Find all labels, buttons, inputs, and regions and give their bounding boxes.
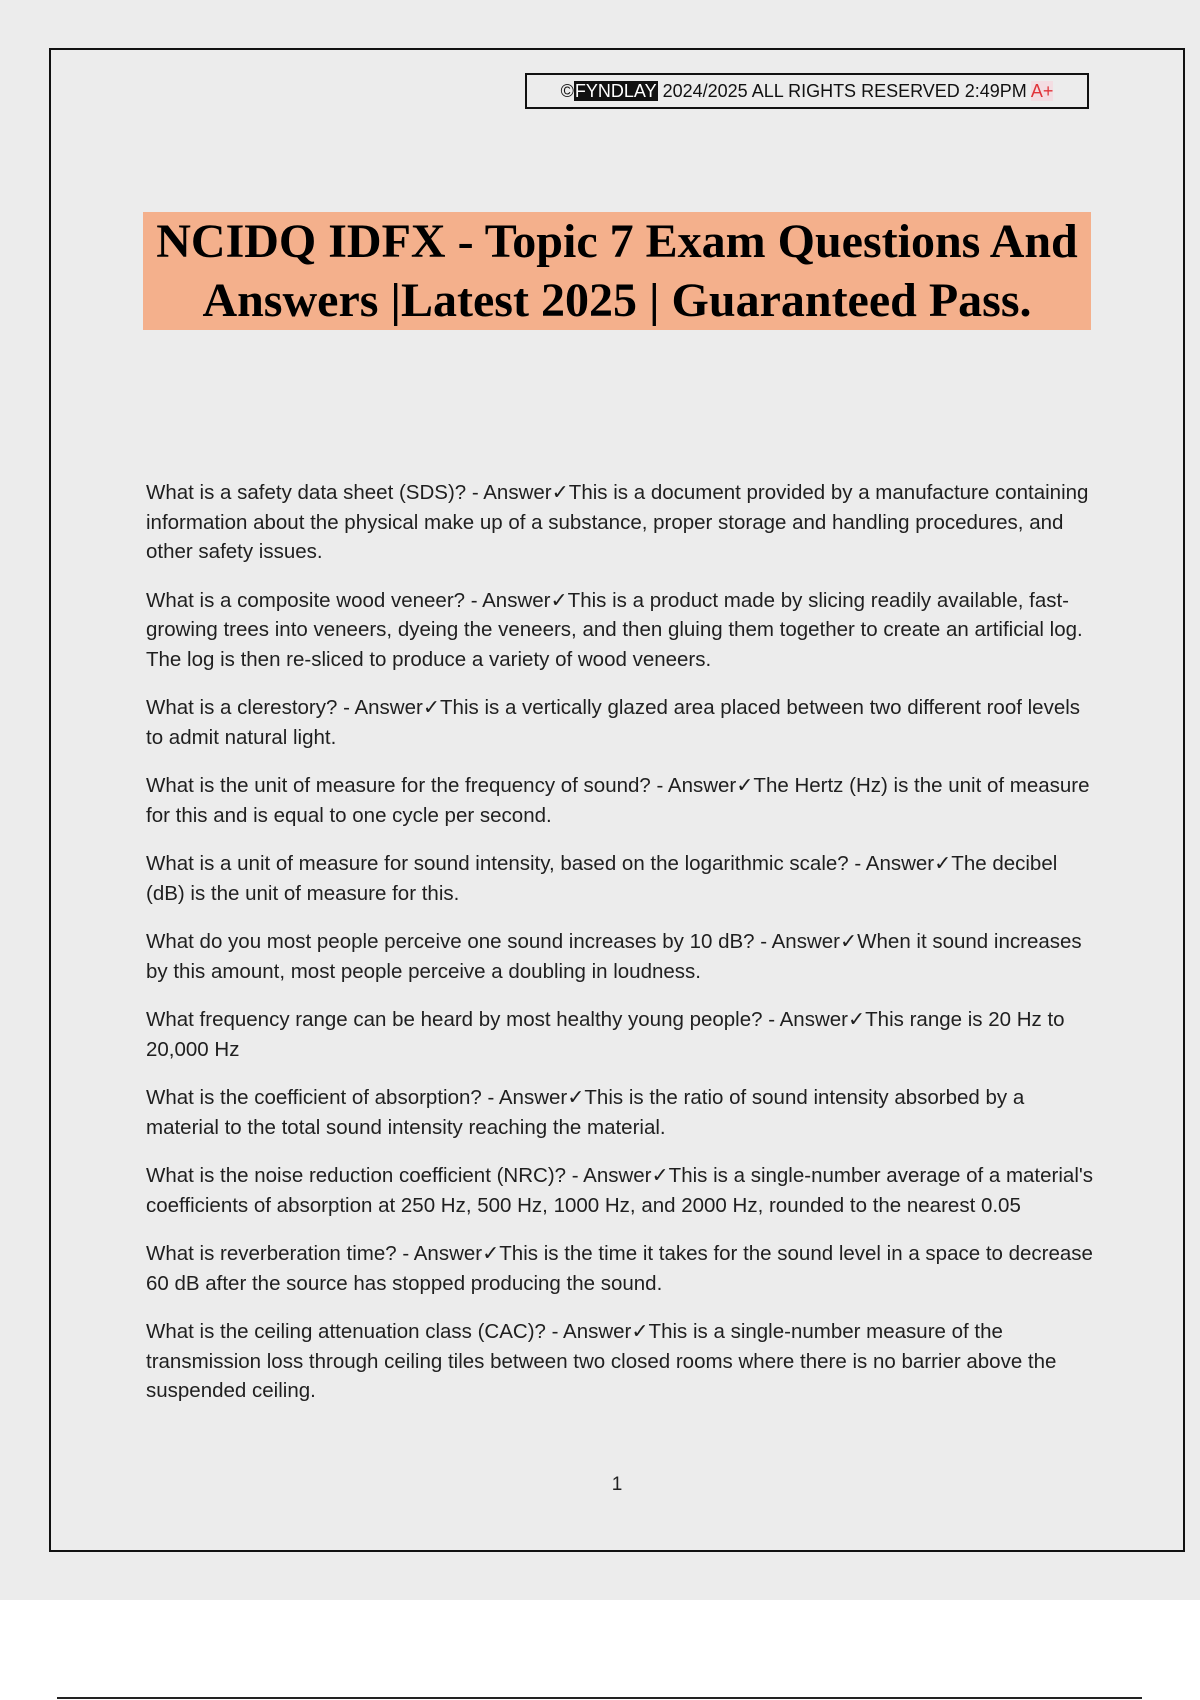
grade-badge: A+: [1030, 81, 1054, 101]
next-page-divider: [57, 1697, 1142, 1699]
qa-item: What do you most people perceive one sound increases by 10 dB? - Answer✓When it sound increases by this amount, most people perceive a doubling in loudness.: [146, 930, 1082, 983]
qa-item: What is a unit of measure for sound intensity, based on the logarithmic scale? - Answer✓The decibel (dB) is the unit of measure for this.: [146, 852, 1058, 905]
qa-item: What is the ceiling attenuation class (CAC)? - Answer✓This is a single-number measure of the transmission loss through ceiling tiles between two closed rooms where there is no barrier above the suspended ceiling.: [146, 1320, 1057, 1402]
qa-item: What is the unit of measure for the frequency of sound? - Answer✓The Hertz (Hz) is the unit of measure for this and is equal to one cycle per second.: [146, 774, 1090, 827]
copyright-name: FYNDLAY: [574, 81, 657, 101]
qa-item: What is a composite wood veneer? - Answer✓This is a product made by slicing readily available, fast-growing trees into veneers, dyeing the veneers, and then gluing them together to create an artificial log. The log is then re-sliced to produce a variety of wood veneers.: [146, 588, 1083, 671]
page-number: 1: [611, 1474, 623, 1495]
title-line-2: Answers |Latest 2025 | Guaranteed Pass.: [202, 274, 1032, 327]
qa-item: What is the noise reduction coefficient (NRC)? - Answer✓This is a single-number average of a material's coefficients of absorption at 250 Hz, 500 Hz, 1000 Hz, and 2000 Hz, rounded to the nearest 0.05: [146, 1164, 1094, 1217]
copyright-header: [525, 73, 1089, 109]
qa-item: What is reverberation time? - Answer✓This is the time it takes for the sound level in a space to decrease 60 dB after the source has stopped producing the sound.: [146, 1242, 1093, 1295]
qa-item: What is a safety data sheet (SDS)? - Answer✓This is a document provided by a manufacture containing information about the physical make up of a substance, proper storage and handling procedures, and other safety issues.: [146, 481, 1089, 563]
document-title: [143, 212, 1091, 330]
qa-item: What frequency range can be heard by most healthy young people? - Answer✓This range is 20 Hz to 20,000 Hz: [146, 1008, 1065, 1061]
copyright-text: 2024/2025 ALL RIGHTS RESERVED 2:49PM: [657, 81, 1031, 101]
qa-list: [146, 478, 1096, 1425]
qa-item: What is a clerestory? - Answer✓This is a vertically glazed area placed between two different roof levels to admit natural light.: [146, 696, 1081, 749]
qa-item: What is the coefficient of absorption? - Answer✓This is the ratio of sound intensity absorbed by a material to the total sound intensity reaching the material.: [146, 1086, 1025, 1139]
title-line-1: NCIDQ IDFX - Topic 7 Exam Questions And: [156, 215, 1078, 268]
copyright-symbol: ©: [560, 81, 574, 101]
